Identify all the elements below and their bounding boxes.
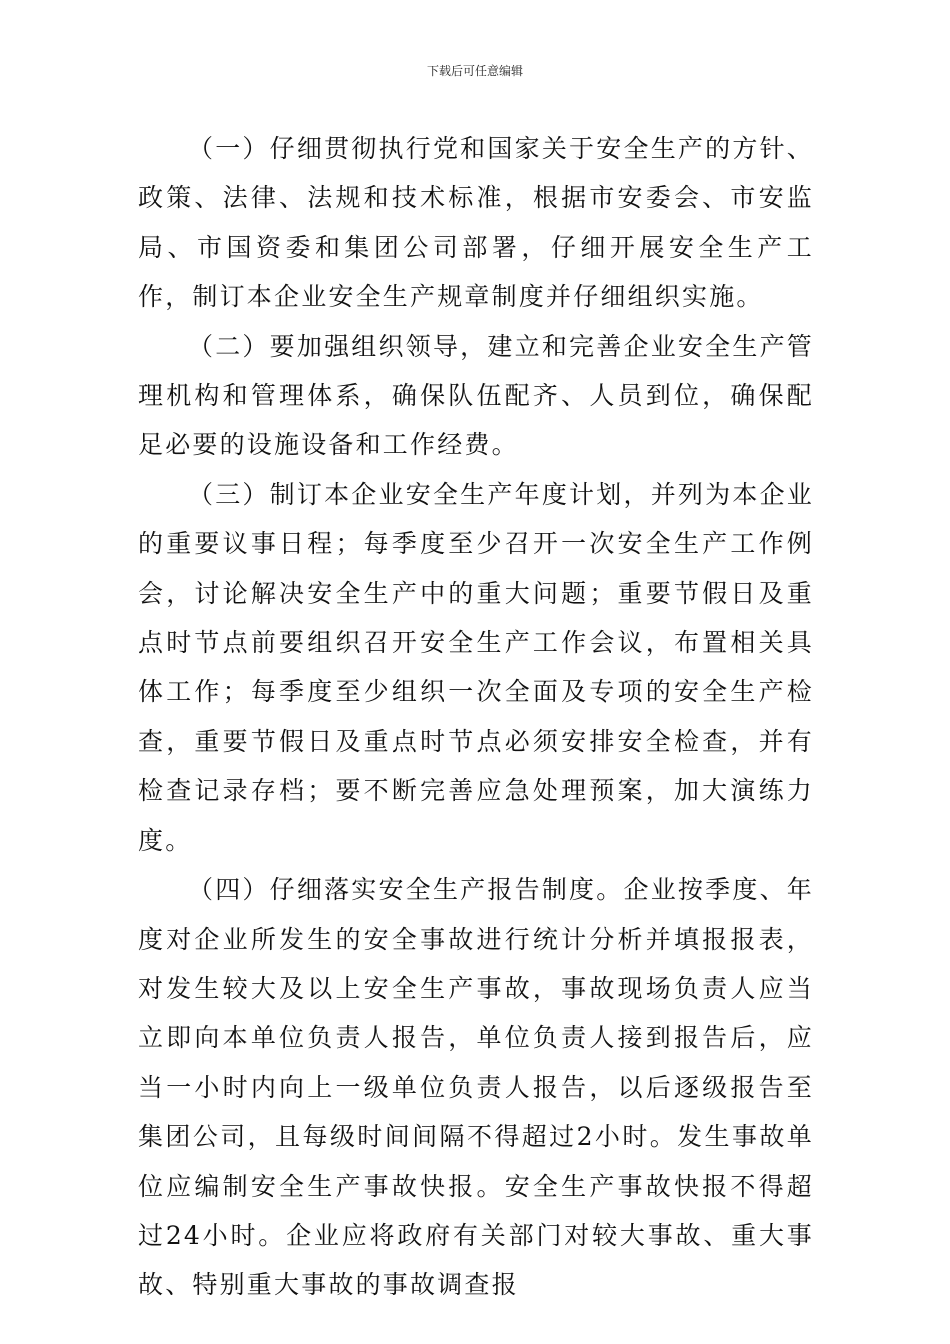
paragraph-2: （二）要加强组织领导，建立和完善企业安全生产管理机构和管理体系，确保队伍配齐、人员到位，确保配足必要的设施设备和工作经费。 (138, 331, 814, 460)
document-body (138, 124, 814, 1310)
page-header-note: 下载后可任意编辑 (426, 64, 523, 78)
paragraph-4: （四）仔细落实安全生产报告制度。企业按季度、年度对企业所发生的安全事故进行统计分析并填报报表，对发生较大及以上安全生产事故，事故现场负责人应当立即向本单位负责人报告，单位负责人接到报告后，应当一小时内向上一级单位负责人报告，以后逐级报告至集团公司，且每级时间间隔不得超过2小时。发生事故单位应编制安全生产事故快报。安全生产事故快报不得超过24小时。企业应将政府有关部门对较大事故、重大事故、特别重大事故的事故调查报 (138, 875, 814, 1300)
paragraph-1: （一）仔细贯彻执行党和国家关于安全生产的方针、政策、法律、法规和技术标准，根据市安委会、市安监局、市国资委和集团公司部署，仔细开展安全生产工作，制订本企业安全生产规章制度并仔细组织实施。 (138, 134, 814, 312)
paragraph-3: （三）制订本企业安全生产年度计划，并列为本企业的重要议事日程；每季度至少召开一次安全生产工作例会，讨论解决安全生产中的重大问题；重要节假日及重点时节点前要组织召开安全生产工作会议，布置相关具体工作；每季度至少组织一次全面及专项的安全生产检查，重要节假日及重点时节点必须安排安全检查，并有检查记录存档；要不断完善应急处理预案，加大演练力度。 (138, 479, 814, 855)
